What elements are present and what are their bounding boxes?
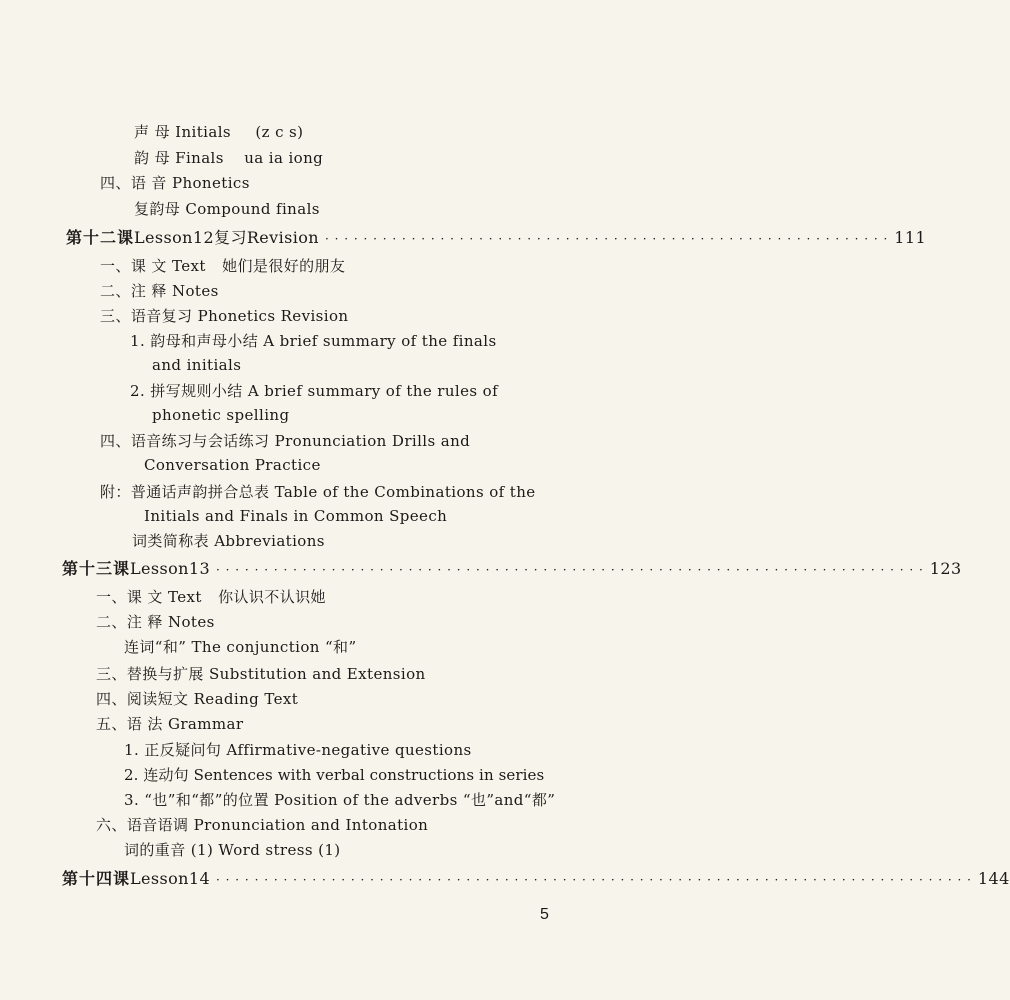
lesson-number: 12 (192, 228, 215, 247)
section-number: 一、 (100, 257, 131, 275)
section-en: Grammar (167, 715, 244, 733)
section-cn: 课 文 (130, 257, 167, 275)
toc-section-grammar (96, 714, 644, 734)
section-en: Pronunciation Drills and (274, 432, 471, 450)
entry-en: Word stress (1) (218, 841, 341, 859)
page-ref: 123 (929, 559, 962, 578)
lesson-label: 第十四课 (62, 869, 131, 888)
section-en: Text (167, 588, 202, 606)
item-cn: 韵母和声母小结 (150, 332, 259, 350)
toc-grammar-item-2 (124, 765, 644, 785)
item-cn: 正反疑问句 (144, 741, 222, 759)
item-en: Sentences with verbal constructions in series (193, 766, 545, 784)
appendix-en: Initials and Finals in Common Speech (144, 507, 448, 525)
toc-section-drills-cont (144, 455, 644, 475)
section-number: 四、 (100, 174, 131, 192)
section-en: Notes (171, 282, 219, 300)
toc-section-substitution (96, 664, 644, 684)
section-cn: 语 音 (130, 174, 167, 192)
entry-en: The conjunction “和” (191, 638, 357, 656)
item-cn: “也”和“都”的位置 (144, 791, 269, 809)
dot-leader: · · · · · · · · · · · · · · · · · · · · · · · · · · · · · · · · · · · · · · · · · · · · · · · · · · · · · · · · · · · (325, 232, 889, 246)
toc-section-drills (100, 431, 644, 451)
section-en: Reading Text (193, 690, 299, 708)
item-en: phonetic spelling (152, 406, 290, 424)
entry-en: Initials (175, 123, 231, 141)
abbr-en: Abbreviations (214, 532, 325, 550)
toc-item-1-cont (152, 355, 644, 375)
section-cn: 课 文 (126, 588, 163, 606)
toc-lesson-14 (62, 869, 1010, 890)
toc-section-phonetics-revision (100, 306, 644, 326)
page-ref: 144 (977, 869, 1010, 888)
section-en: Text (171, 257, 206, 275)
section-number: 五、 (96, 715, 127, 733)
section-number: 四、 (100, 432, 131, 450)
section-cn: 语音练习与会话练习 (130, 432, 270, 450)
lesson-number: 14 (188, 869, 211, 888)
toc-item-1 (130, 331, 644, 351)
dot-leader: · · · · · · · · · · · · · · · · · · · · · · · · · · · · · · · · · · · · · · · · · · · · · · · · · · · · · · · · · · · · · · · · · · · · · · · · · · · · · · · (216, 873, 972, 887)
section-cn: 语音语调 (126, 816, 189, 834)
section-number: 二、 (96, 613, 127, 631)
text-title: 你认识不认识她 (218, 588, 326, 606)
entry-cn: 词的重音 (1) (124, 841, 214, 859)
toc-item-2 (130, 381, 644, 401)
lesson-label: 第十二课 (66, 228, 135, 247)
entry-en: Finals (175, 149, 224, 167)
section-en: Phonetics (171, 174, 250, 192)
item-en: and initials (152, 356, 242, 374)
section-en: Conversation Practice (144, 456, 321, 474)
section-en: Substitution and Extension (209, 665, 426, 683)
toc-section-reading (96, 689, 644, 709)
abbr-cn: 词类简称表 (132, 532, 210, 550)
section-en: Phonetics Revision (197, 307, 349, 325)
section-cn: 替换与扩展 (126, 665, 204, 683)
toc-section-text (96, 587, 644, 607)
section-number: 四、 (96, 690, 127, 708)
entry-cn: 声 母 (134, 123, 170, 141)
appendix-label: 附： (100, 483, 131, 501)
page-number: 5 (540, 906, 549, 923)
toc-grammar-item-1 (124, 740, 644, 760)
toc-appendix (100, 482, 644, 502)
item-en: A brief summary of the rules of (247, 382, 499, 400)
item-number: 1. (130, 332, 146, 350)
toc-section-notes (100, 281, 644, 301)
lesson-word: Lesson (130, 869, 189, 888)
section-number: 三、 (96, 665, 127, 683)
toc-entry-finals (134, 148, 644, 168)
lesson-word: Lesson (130, 559, 189, 578)
section-en: Pronunciation and Intonation (193, 816, 429, 834)
toc-appendix-cont (144, 506, 644, 526)
appendix-cn: 普通话声韵拼合总表 (130, 483, 270, 501)
section-cn: 注 释 (126, 613, 163, 631)
lesson-label: 第十三课 (62, 559, 131, 578)
section-number: 一、 (96, 588, 127, 606)
item-en: Position of the adverbs “也”and“都” (274, 791, 556, 809)
toc-abbreviations (132, 531, 644, 551)
lesson-title-cn: 复习 (214, 228, 247, 247)
entry-cn: 复韵母 (134, 200, 181, 218)
item-en: Affirmative-negative questions (226, 741, 472, 759)
item-cn: 拼写规则小结 (150, 382, 243, 400)
toc-entry-conjunction (124, 637, 644, 657)
item-en: A brief summary of the finals (263, 332, 497, 350)
item-number: 3. (124, 791, 140, 809)
appendix-en: Table of the Combinations of the (274, 483, 536, 501)
toc-section-text (100, 256, 644, 276)
text-title: 她们是很好的朋友 (222, 257, 346, 275)
item-cn: 连动句 (143, 766, 189, 784)
item-number: 1. (124, 741, 140, 759)
item-number: 2. (130, 382, 146, 400)
section-cn: 语音复习 (130, 307, 193, 325)
item-number: 2. (124, 766, 139, 784)
entry-letters: (z c s) (255, 123, 304, 141)
lesson-word: Lesson (134, 228, 193, 247)
entry-cn: 韵 母 (134, 149, 170, 167)
toc-section-pronunciation (96, 815, 644, 835)
toc-entry-word-stress (124, 840, 644, 860)
section-number: 三、 (100, 307, 131, 325)
toc-lesson-13 (62, 559, 962, 580)
toc-entry-compound-finals (134, 199, 644, 219)
toc-entry-initials (134, 122, 644, 142)
entry-cn: 连词“和” (124, 638, 187, 656)
entry-en: Compound finals (185, 200, 320, 218)
lesson-number: 13 (188, 559, 211, 578)
section-cn: 注 释 (130, 282, 167, 300)
page-ref: 111 (894, 228, 927, 247)
section-number: 二、 (100, 282, 131, 300)
entry-letters: ua ia iong (244, 149, 324, 167)
toc-lesson-12 (66, 228, 927, 249)
dot-leader: · · · · · · · · · · · · · · · · · · · · · · · · · · · · · · · · · · · · · · · · · · · · · · · · · · · · · · · · · · · · · · · · · · · · · · · · · · (216, 563, 924, 577)
section-cn: 阅读短文 (126, 690, 189, 708)
toc-item-2-cont (152, 405, 644, 425)
lesson-title-en: Revision (246, 228, 319, 247)
section-number: 六、 (96, 816, 127, 834)
toc-section-phonetics (100, 173, 644, 193)
toc-grammar-item-3 (124, 790, 644, 810)
section-en: Notes (167, 613, 215, 631)
section-cn: 语 法 (126, 715, 163, 733)
toc-section-notes (96, 612, 644, 632)
